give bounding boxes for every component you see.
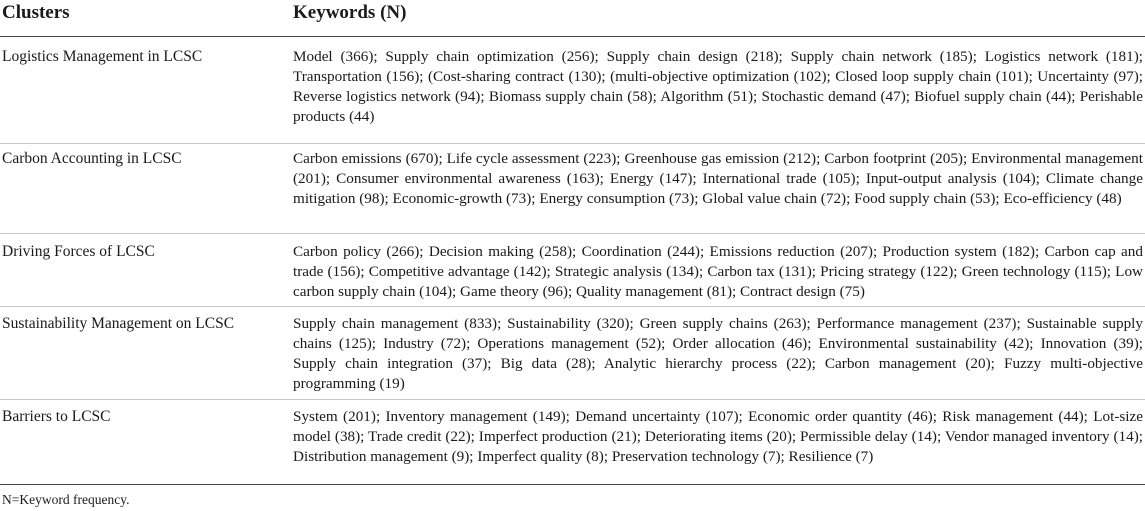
cluster-keywords: Carbon emissions (670); Life cycle assessment (223); Greenhouse gas emission (212); Carbon footprint (205); Environmental management (201); Consumer environmental awareness (163); Energy (147); International trade (105); Input-output analysis (104); Climate change mitigation (98); Economic-growth (73); Energy consumption (73); Global value chain (72); Food supply chain (53); Eco-efficiency (48): [293, 150, 1143, 207]
header-clusters: Clusters: [2, 2, 70, 23]
table-row: [0, 47, 1145, 142]
table-row: [0, 407, 1145, 469]
table-header: [0, 0, 1145, 36]
cluster-keywords: Model (366); Supply chain optimization (256); Supply chain design (218); Supply chain network (185); Logistics network (181); Transportation (156); (Cost-sharing contract (130); (multi-objective optimization (102); Closed loop supply chain (101); Uncertainty (97); Reverse logistics network (94); Biomass supply chain (58); Algorithm (51); Stochastic demand (47); Biofuel supply chain (44); Perishable products (44): [293, 48, 1143, 125]
row-divider: [0, 233, 1145, 234]
row-divider: [0, 399, 1145, 400]
cluster-name: Logistics Management in LCSC: [2, 48, 203, 65]
header-rule: [0, 36, 1145, 37]
keyword-clusters-table: [0, 0, 1145, 37]
row-divider: [0, 143, 1145, 144]
cluster-keywords: Supply chain management (833); Sustainability (320); Green supply chains (263); Performance management (237); Sustainable supply chains (125); Industry (72); Operations management (52); Order allocation (46); Environmental sustainability (42); Innovation (39); Supply chain integration (37); Big data (28); Analytic hierarchy process (22); Carbon management (20); Fuzzy multi-objective programming (19): [293, 315, 1143, 392]
cluster-name: Barriers to LCSC: [2, 408, 111, 425]
cluster-keywords: System (201); Inventory management (149); Demand uncertainty (107); Economic order quantity (46); Risk management (44); Lot-size model (38); Trade credit (22); Imperfect production (21); Deteriorating items (20); Permissible delay (14); Vendor managed inventory (14); Distribution management (9); Imperfect quality (8); Preservation technology (7); Resilience (7): [293, 408, 1143, 465]
cluster-keywords: Carbon policy (266); Decision making (258); Coordination (244); Emissions reduction (207); Production system (182); Carbon cap and trade (156); Competitive advantage (142); Strategic analysis (134); Carbon tax (131); Pricing strategy (122); Green technology (115); Low carbon supply chain (104); Game theory (96); Quality management (81); Contract design (75): [293, 243, 1143, 300]
bottom-rule: [0, 484, 1145, 485]
cluster-name: Sustainability Management on LCSC: [2, 315, 235, 332]
cluster-name: Driving Forces of LCSC: [2, 243, 155, 260]
header-keywords: Keywords (N): [293, 2, 407, 23]
table-row: [0, 314, 1145, 396]
cluster-name: Carbon Accounting in LCSC: [2, 150, 182, 167]
table-row: [0, 149, 1145, 231]
row-divider: [0, 306, 1145, 307]
table-footnote: N=Keyword frequency.: [2, 492, 130, 507]
table-row: [0, 242, 1145, 304]
